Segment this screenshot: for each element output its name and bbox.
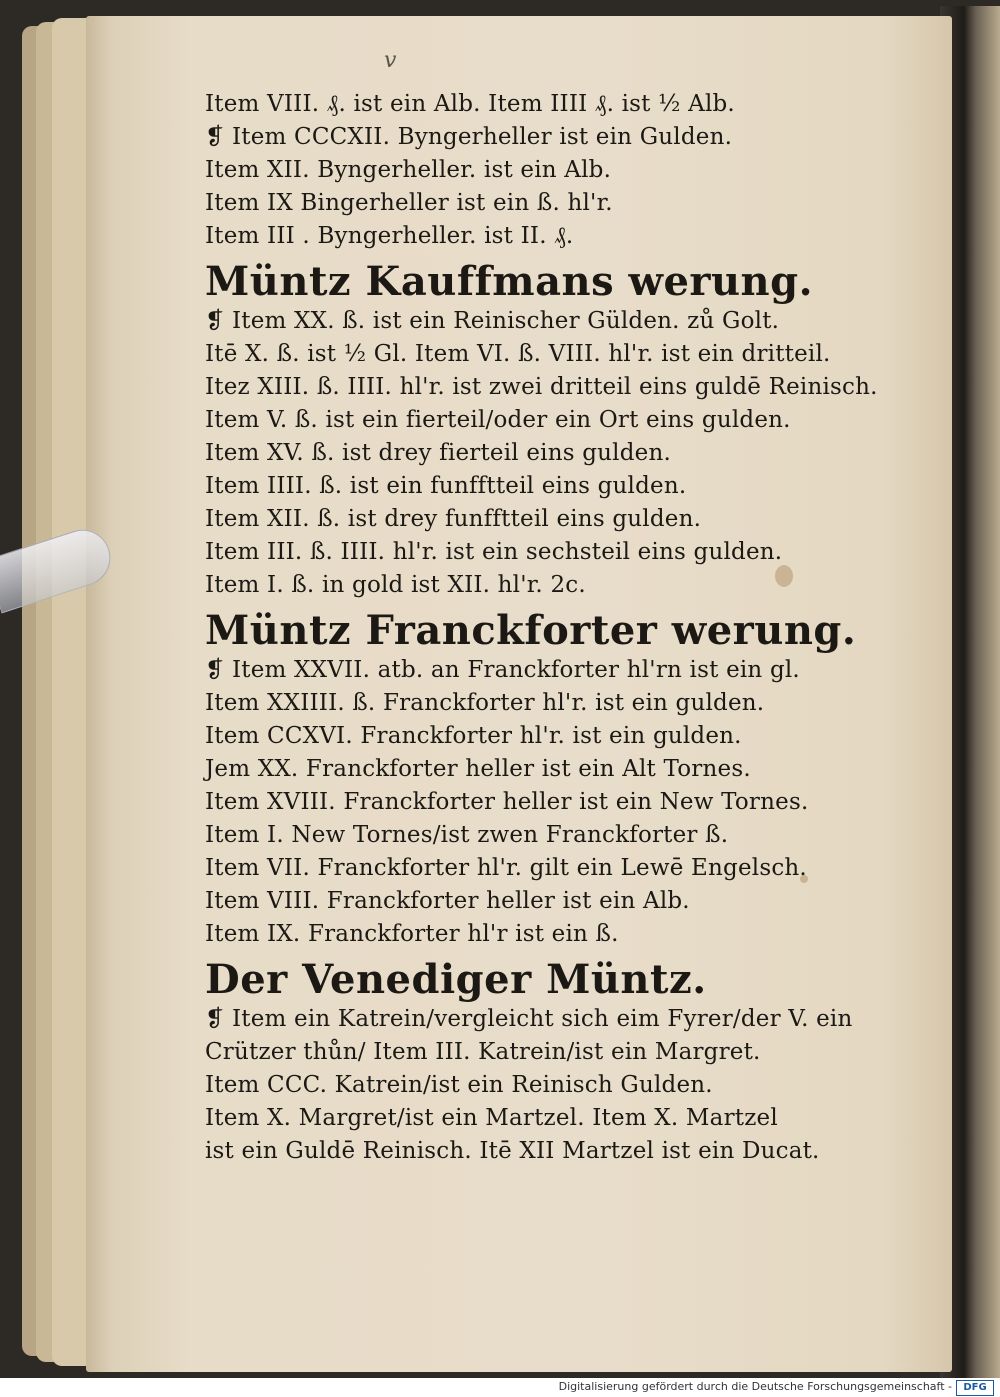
- text-line: Item XII. ß. ist drey funfftteil eins gulden.: [205, 506, 702, 532]
- text-line: Item IX Bingerheller ist ein ß. hl'r.: [205, 190, 613, 216]
- section-heading: Müntz Kauffmans werung.: [205, 258, 814, 305]
- text-line: Item XVIII. Franckforter heller ist ein New Tornes.: [205, 789, 809, 815]
- text-line: Item XXIIII. ß. Franckforter hl'r. ist ein gulden.: [205, 690, 765, 716]
- text-line: ist ein Guldē Reinisch. Itē XII Martzel ist ein Ducat.: [205, 1138, 820, 1164]
- text-line: Itez XIII. ß. IIII. hl'r. ist zwei dritteil eins guldē Reinisch.: [205, 374, 878, 400]
- text-line: Item V. ß. ist ein fierteil/oder ein Ort eins gulden.: [205, 407, 791, 433]
- text-line: Jem XX. Franckforter heller ist ein Alt Tornes.: [205, 756, 751, 782]
- text-line: Item IX. Franckforter hl'r ist ein ß.: [205, 921, 619, 947]
- text-line: Item I. ß. in gold ist XII. hl'r. 2c.: [205, 572, 586, 598]
- text-line: ❡ Item ein Katrein/vergleicht sich eim Fyrer/der V. ein: [205, 1006, 853, 1032]
- section-heading: Der Venediger Müntz.: [205, 956, 707, 1003]
- footer-bar: [0, 1378, 1000, 1397]
- text-line: ❡ Item CCCXII. Byngerheller ist ein Gulden.: [205, 124, 733, 150]
- page-text: [205, 88, 895, 1168]
- text-line: Crützer thůn/ Item III. Katrein/ist ein Margret.: [205, 1039, 761, 1065]
- dfg-logo[interactable]: DFG: [956, 1380, 994, 1396]
- text-line: Item VII. Franckforter hl'r. gilt ein Lewē Engelsch.: [205, 855, 807, 881]
- funding-credit: Digitalisierung gefördert durch die Deutsche Forschungsgemeinschaft -: [558, 1380, 952, 1393]
- section-venediger-muentz: [205, 957, 895, 1168]
- text-line: Item I. New Tornes/ist zwen Franckforter ß.: [205, 822, 729, 848]
- text-line: Item IIII. ß. ist ein funfftteil eins gulden.: [205, 473, 687, 499]
- text-line: Item III . Byngerheller. ist II. ₰.: [205, 223, 574, 249]
- text-line: Itē X. ß. ist ½ Gl. Item VI. ß. VIII. hl'r. ist ein dritteil.: [205, 341, 831, 367]
- text-line: Item XV. ß. ist drey fierteil eins gulden.: [205, 440, 671, 466]
- text-line: Item III. ß. IIII. hl'r. ist ein sechsteil eins gulden.: [205, 539, 783, 565]
- text-line: Item CCXVI. Franckforter hl'r. ist ein gulden.: [205, 723, 742, 749]
- section-heading: Müntz Franckforter werung.: [205, 607, 857, 654]
- text-line: Item X. Margret/ist ein Martzel. Item X. Martzel: [205, 1105, 778, 1131]
- text-line: ❡ Item XX. ß. ist ein Reinischer Gülden. zů Golt.: [205, 308, 780, 334]
- signature-mark: v: [384, 48, 397, 73]
- text-line: Item VIII. ₰. ist ein Alb. Item IIII ₰. ist ½ Alb.: [205, 91, 735, 117]
- section-kauffmans-werung: [205, 259, 895, 602]
- text-line: Item CCC. Katrein/ist ein Reinisch Gulden.: [205, 1072, 713, 1098]
- text-line: ❡ Item XXVII. atb. an Franckforter hl'rn ist ein gl.: [205, 657, 800, 683]
- text-line: Item VIII. Franckforter heller ist ein Alb.: [205, 888, 690, 914]
- section-bingerheller: [205, 88, 895, 253]
- section-franckforter-werung: [205, 608, 895, 951]
- text-line: Item XII. Byngerheller. ist ein Alb.: [205, 157, 612, 183]
